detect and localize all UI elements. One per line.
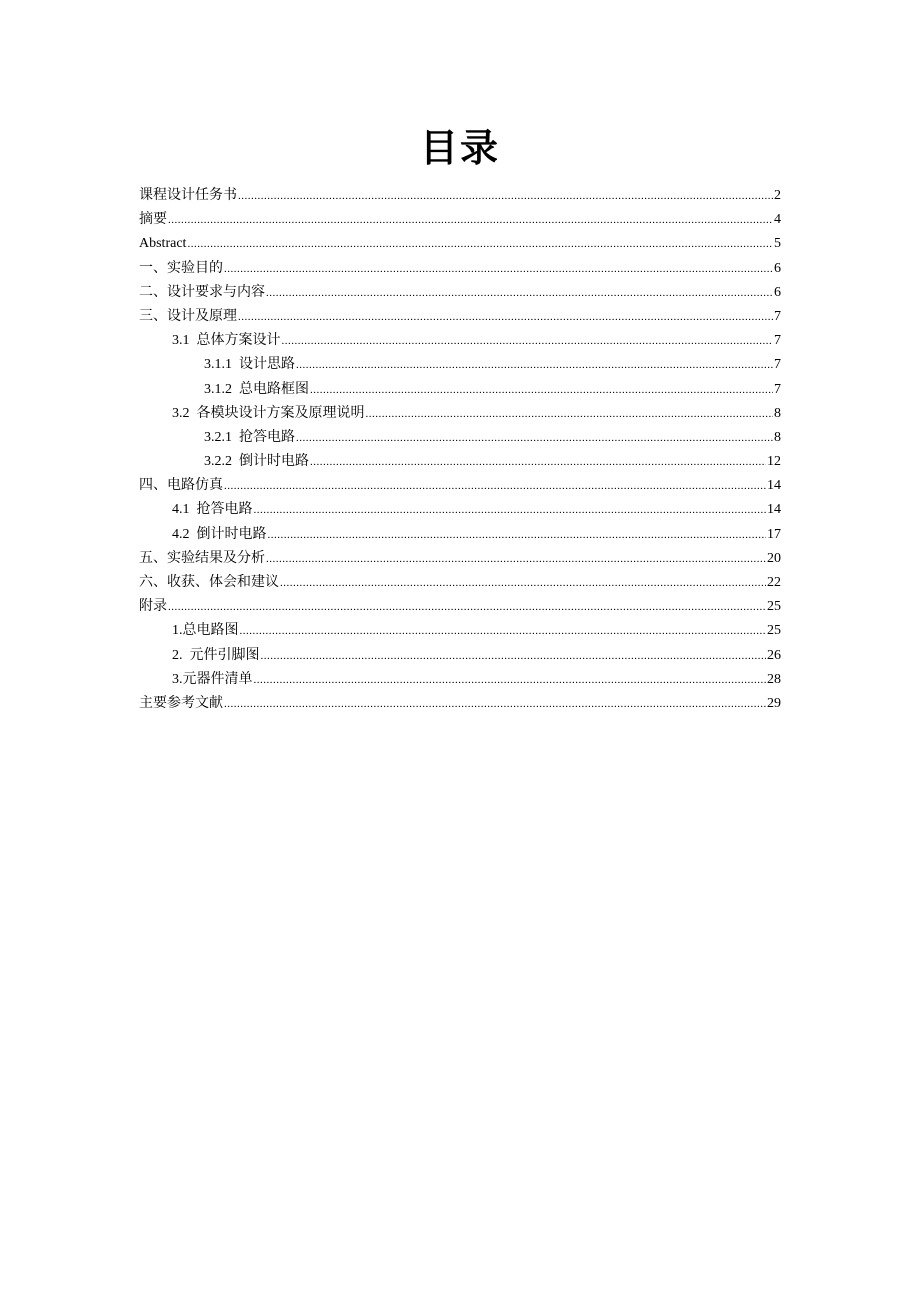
toc-entry-number: 3.2 [172, 405, 190, 421]
toc-entry-label [172, 668, 253, 692]
toc-entry-label [139, 595, 167, 619]
toc-entry-number: 3.2.2 [204, 454, 232, 470]
toc-entry[interactable] [139, 692, 781, 716]
toc-entry-text: 抢答电路 [196, 502, 253, 518]
toc-entry-label [139, 232, 186, 256]
toc-dot-leader [238, 184, 773, 208]
toc-entry-text: 附录 [139, 599, 167, 615]
toc-entry[interactable] [139, 668, 781, 692]
toc-entry[interactable] [139, 353, 781, 377]
toc-dot-leader [282, 329, 774, 353]
toc-list [139, 184, 781, 716]
toc-entry-number: 3.2.1 [204, 429, 232, 445]
toc-entry[interactable] [139, 619, 781, 643]
toc-entry-label [139, 692, 223, 716]
toc-entry[interactable] [139, 232, 781, 256]
toc-dot-leader [310, 450, 766, 474]
toc-entry-text: 倒计时电路 [239, 454, 309, 470]
toc-entry-label [204, 426, 295, 450]
toc-entry[interactable] [139, 426, 781, 450]
toc-entry-label [172, 523, 267, 547]
toc-dot-leader [240, 619, 767, 643]
toc-entry-text: 一、实验目的 [139, 260, 223, 276]
toc-entry[interactable] [139, 474, 781, 498]
toc-title: 目录 [419, 126, 500, 170]
toc-entry-page: 28 [767, 671, 781, 687]
toc-entry-label [139, 571, 279, 595]
toc-entry[interactable] [139, 523, 781, 547]
toc-entry-label [139, 547, 265, 571]
toc-entry-number: 2. [172, 647, 183, 663]
toc-entry[interactable] [139, 329, 781, 353]
toc-entry-page: 14 [767, 478, 781, 494]
toc-dot-leader [310, 378, 773, 402]
toc-entry-label [172, 619, 239, 643]
toc-entry-text: 总体方案设计 [196, 333, 281, 349]
toc-entry-text: 四、电路仿真 [139, 478, 223, 494]
toc-entry-label [172, 498, 253, 522]
toc-entry-page: 12 [767, 454, 781, 470]
toc-entry[interactable] [139, 257, 781, 281]
toc-dot-leader [187, 232, 773, 256]
toc-entry-number: 3.1.1 [204, 357, 232, 373]
toc-entry-text: Abstract [139, 236, 187, 252]
toc-entry-text: 五、实验结果及分析 [139, 550, 265, 566]
toc-entry[interactable] [139, 281, 781, 305]
toc-entry-text: 抢答电路 [239, 429, 295, 445]
toc-entry[interactable] [139, 305, 781, 329]
toc-entry-page: 8 [774, 405, 781, 421]
toc-entry-page: 25 [767, 623, 781, 639]
toc-entry-page: 22 [767, 575, 781, 590]
toc-entry-page: 6 [774, 260, 781, 276]
toc-entry-text: 六、收获、体会和建议 [139, 575, 279, 590]
toc-entry[interactable] [139, 378, 781, 402]
toc-entry-page: 14 [767, 502, 781, 518]
toc-entry-text: 倒计时电路 [196, 526, 267, 542]
toc-entry[interactable] [139, 184, 781, 208]
toc-entry-text: 课程设计任务书 [139, 188, 237, 203]
toc-entry-page: 26 [767, 647, 781, 663]
toc-dot-leader [296, 353, 773, 377]
toc-entry-page: 17 [767, 526, 781, 542]
toc-entry[interactable] [139, 595, 781, 619]
toc-entry-page: 25 [767, 599, 781, 615]
toc-entry-page: 7 [774, 357, 781, 373]
toc-entry-number: 3.1.2 [204, 381, 232, 397]
toc-entry-page: 4 [774, 212, 781, 228]
toc-entry-label [139, 281, 265, 305]
toc-entry-label [204, 353, 295, 377]
toc-entry-page: 7 [774, 381, 781, 397]
toc-entry[interactable] [139, 402, 781, 426]
toc-entry-text: 1.总电路图 [172, 623, 239, 639]
toc-entry[interactable] [139, 450, 781, 474]
toc-entry[interactable] [139, 571, 781, 595]
toc-entry-text: 主要参考文献 [139, 695, 223, 711]
toc-dot-leader [254, 668, 767, 692]
toc-dot-leader [296, 426, 773, 450]
toc-entry-text: 二、设计要求与内容 [139, 284, 265, 300]
toc-entry-text: 总电路框图 [239, 381, 309, 397]
toc-entry-page: 2 [774, 188, 781, 203]
toc-entry-number: 3.1 [172, 333, 190, 349]
toc-entry-number: 4.1 [172, 502, 190, 518]
toc-entry-label [204, 450, 309, 474]
toc-dot-leader [280, 571, 766, 595]
toc-entry[interactable] [139, 547, 781, 571]
toc-entry-label [139, 208, 167, 232]
toc-entry-page: 7 [774, 308, 781, 324]
toc-dot-leader [266, 547, 766, 571]
toc-dot-leader [168, 208, 773, 232]
toc-dot-leader [366, 402, 774, 426]
toc-entry-label [139, 474, 223, 498]
toc-entry[interactable] [139, 498, 781, 522]
toc-entry-page: 6 [774, 284, 781, 300]
toc-entry-text: 各模块设计方案及原理说明 [196, 405, 365, 421]
toc-entry[interactable] [139, 644, 781, 668]
toc-dot-leader [224, 257, 773, 281]
toc-entry-label [139, 305, 237, 329]
toc-entry-label [139, 184, 237, 208]
toc-dot-leader [224, 692, 766, 716]
toc-dot-leader [254, 498, 767, 522]
toc-dot-leader [261, 644, 767, 668]
toc-dot-leader [224, 474, 766, 498]
toc-dot-leader [238, 305, 773, 329]
toc-entry-label [139, 257, 223, 281]
toc-entry-page: 29 [767, 695, 781, 711]
toc-entry-label [204, 378, 309, 402]
toc-entry-text: 设计思路 [239, 357, 295, 373]
toc-entry-page: 7 [774, 333, 781, 349]
toc-dot-leader [266, 281, 773, 305]
toc-entry-text: 3.元器件清单 [172, 671, 253, 687]
toc-entry-label [172, 402, 365, 426]
toc-entry-page: 5 [774, 236, 781, 252]
toc-entry-label [172, 644, 260, 668]
toc-entry-page: 8 [774, 429, 781, 445]
toc-dot-leader [168, 595, 766, 619]
toc-entry-text: 摘要 [139, 212, 167, 228]
toc-entry-text: 三、设计及原理 [139, 308, 237, 324]
toc-entry-page: 20 [767, 550, 781, 566]
toc-dot-leader [268, 523, 767, 547]
toc-entry-label [172, 329, 281, 353]
toc-entry-number: 4.2 [172, 526, 190, 542]
toc-entry-text: 元件引脚图 [189, 647, 260, 663]
toc-entry[interactable] [139, 208, 781, 232]
